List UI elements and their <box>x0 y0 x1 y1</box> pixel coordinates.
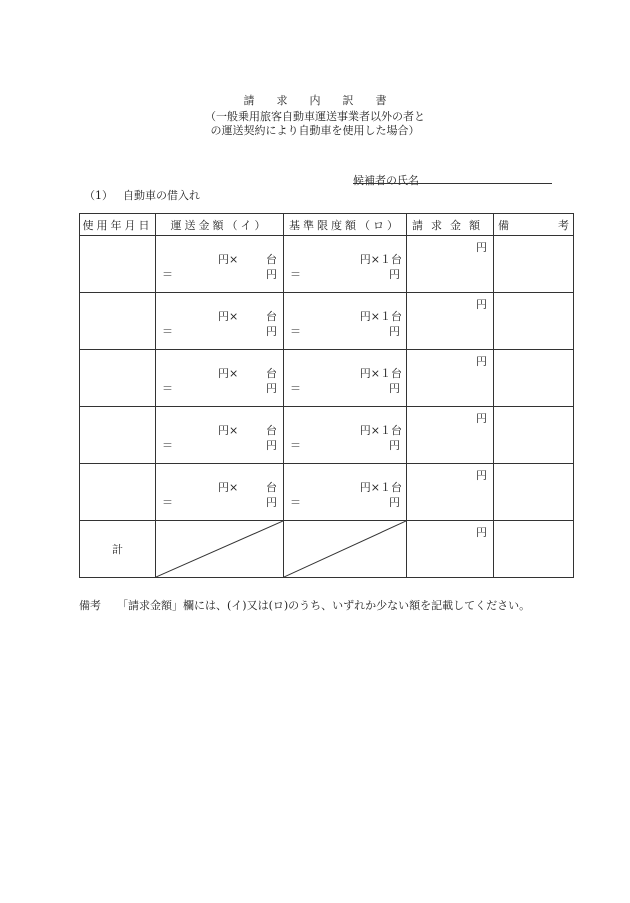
yen-unit: 円 <box>389 325 400 338</box>
transport-amount-cell[interactable] <box>156 236 284 293</box>
document-title: 請求内訳書 <box>243 94 409 107</box>
claim-amount-cell[interactable] <box>407 464 494 521</box>
standard-limit-cell[interactable] <box>284 293 407 350</box>
usage-date-cell[interactable] <box>80 464 156 521</box>
equals-sign: ＝ <box>162 439 173 452</box>
yen-times-one-unit-label: 円×１台 <box>359 481 402 494</box>
total-label: 計 <box>80 521 156 578</box>
standard-limit-cell[interactable] <box>284 464 407 521</box>
remarks-note <box>79 597 530 613</box>
remarks-cell[interactable] <box>494 407 574 464</box>
units-label: 台 <box>266 367 277 380</box>
header-row <box>80 214 574 236</box>
diagonal-slash-icon <box>284 521 406 577</box>
document-subtitle-line1: （一般乗用旅客自動車運送事業者以外の者と <box>205 110 425 123</box>
units-label: 台 <box>266 253 277 266</box>
claim-amount-cell[interactable] <box>407 236 494 293</box>
yen-unit: 円 <box>476 241 487 254</box>
yen-unit: 円 <box>389 439 400 452</box>
claim-amount-cell[interactable] <box>407 350 494 407</box>
units-label: 台 <box>266 310 277 323</box>
equals-sign: ＝ <box>162 325 173 338</box>
header-remarks <box>494 214 574 236</box>
yen-times-one-unit-label: 円×１台 <box>359 367 402 380</box>
equals-sign: ＝ <box>162 382 173 395</box>
yen-times-one-unit-label: 円×１台 <box>359 424 402 437</box>
total-standard-cell <box>284 521 407 578</box>
yen-times-one-unit-label: 円×１台 <box>359 310 402 323</box>
table-row <box>80 350 574 407</box>
claim-amount-cell[interactable] <box>407 293 494 350</box>
transport-amount-cell[interactable] <box>156 407 284 464</box>
equals-sign: ＝ <box>290 382 301 395</box>
yen-times-label: 円× <box>218 367 239 380</box>
header-remarks-char2: 考 <box>558 218 569 232</box>
transport-amount-cell[interactable] <box>156 293 284 350</box>
yen-unit: 円 <box>266 496 277 509</box>
header-transport-amount: 運送金額（イ） <box>156 214 284 236</box>
usage-date-cell[interactable] <box>80 407 156 464</box>
usage-date-cell[interactable] <box>80 293 156 350</box>
section-label: 自動車の借入れ <box>123 189 200 202</box>
total-transport-cell <box>156 521 284 578</box>
remarks-note-text: 「請求金額」欄には、(イ)又は(ロ)のうち、いずれか少ない額を記載してください。 <box>117 599 531 612</box>
yen-unit: 円 <box>476 298 487 311</box>
yen-unit: 円 <box>476 526 487 539</box>
yen-times-label: 円× <box>218 310 239 323</box>
total-remarks-cell[interactable] <box>494 521 574 578</box>
table-row <box>80 236 574 293</box>
yen-times-one-unit-label: 円×１台 <box>359 253 402 266</box>
section-heading <box>84 187 200 203</box>
yen-unit: 円 <box>266 325 277 338</box>
usage-date-cell[interactable] <box>80 350 156 407</box>
yen-unit: 円 <box>476 355 487 368</box>
document-subtitle-line2: の運送契約により自動車を使用した場合） <box>210 124 420 137</box>
equals-sign: ＝ <box>290 325 301 338</box>
yen-unit: 円 <box>476 469 487 482</box>
units-label: 台 <box>266 481 277 494</box>
total-claim-amount-cell[interactable] <box>407 521 494 578</box>
table-row <box>80 293 574 350</box>
standard-limit-cell[interactable] <box>284 407 407 464</box>
data-rows <box>80 236 574 521</box>
header-claim-amount: 請求金額 <box>407 214 494 236</box>
yen-times-label: 円× <box>218 253 239 266</box>
transport-amount-cell[interactable] <box>156 350 284 407</box>
yen-times-label: 円× <box>218 481 239 494</box>
usage-date-cell[interactable] <box>80 236 156 293</box>
header-usage-date: 使用年月日 <box>80 214 156 236</box>
candidate-name-label: 候補者の氏名 <box>353 174 419 187</box>
yen-unit: 円 <box>476 412 487 425</box>
standard-limit-cell[interactable] <box>284 350 407 407</box>
candidate-name-field[interactable] <box>353 183 552 184</box>
remarks-note-label: 備考 <box>79 599 101 612</box>
header-standard-limit: 基準限度額（ロ） <box>284 214 407 236</box>
section-number: （1） <box>84 189 113 202</box>
yen-unit: 円 <box>389 268 400 281</box>
yen-unit: 円 <box>266 439 277 452</box>
remarks-cell[interactable] <box>494 464 574 521</box>
total-row <box>80 521 574 578</box>
standard-limit-cell[interactable] <box>284 236 407 293</box>
equals-sign: ＝ <box>162 496 173 509</box>
table-row <box>80 407 574 464</box>
claim-amount-cell[interactable] <box>407 407 494 464</box>
equals-sign: ＝ <box>290 439 301 452</box>
table-row <box>80 464 574 521</box>
yen-unit: 円 <box>389 382 400 395</box>
header-remarks-char1: 備 <box>498 218 509 232</box>
yen-unit: 円 <box>389 496 400 509</box>
remarks-cell[interactable] <box>494 350 574 407</box>
units-label: 台 <box>266 424 277 437</box>
equals-sign: ＝ <box>290 496 301 509</box>
yen-unit: 円 <box>266 382 277 395</box>
equals-sign: ＝ <box>162 268 173 281</box>
claim-breakdown-table <box>79 213 574 578</box>
yen-unit: 円 <box>266 268 277 281</box>
equals-sign: ＝ <box>290 268 301 281</box>
transport-amount-cell[interactable] <box>156 464 284 521</box>
yen-times-label: 円× <box>218 424 239 437</box>
diagonal-slash-icon <box>156 521 283 577</box>
remarks-cell[interactable] <box>494 293 574 350</box>
remarks-cell[interactable] <box>494 236 574 293</box>
